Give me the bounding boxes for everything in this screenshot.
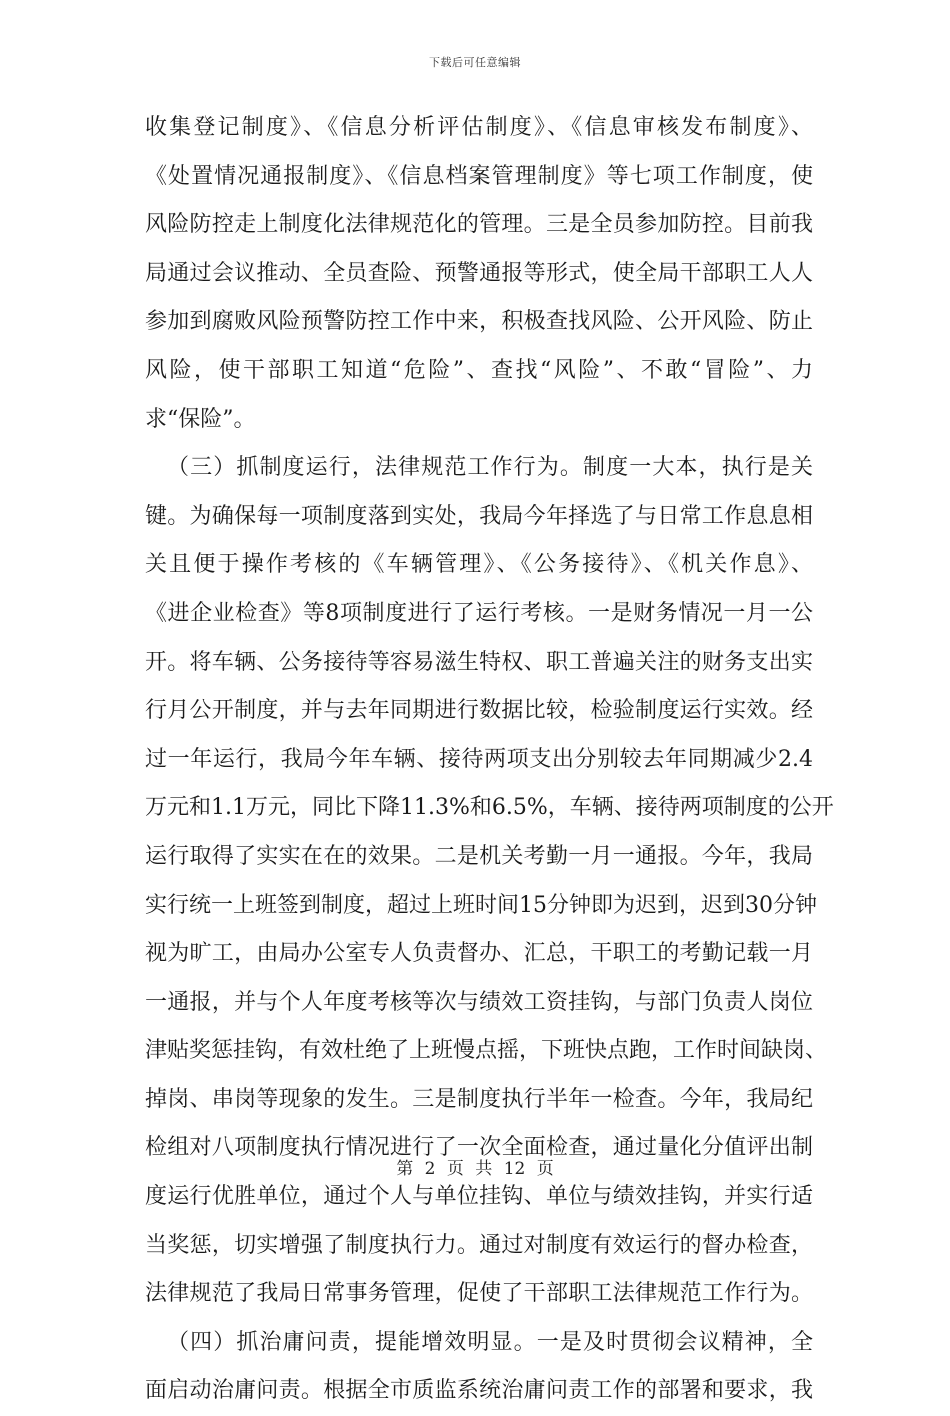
page-number-footer: 第 2 页 共 12 页 [396, 1159, 554, 1179]
text-line: 键。为确保每一项制度落到实处，我局今年择选了与日常工作息息相 [145, 503, 813, 529]
text-line: 实行统一上班签到制度，超过上班时间15分钟即为迟到，迟到30分钟 [145, 892, 817, 918]
text-line: 行月公开制度，并与去年同期进行数据比较，检验制度运行实效。经 [145, 698, 813, 724]
text-line: 法律规范了我局日常事务管理，促使了干部职工法律规范工作行为。 [145, 1281, 813, 1307]
text-line: 万元和1.1万元，同比下降11.3%和6.5%，车辆、接待两项制度的公开 [145, 795, 834, 821]
text-line: 一通报，并与个人年度考核等次与绩效工资挂钩，与部门负责人岗位 [145, 989, 813, 1015]
text-line: 过一年运行，我局今年车辆、接待两项支出分别较去年同期减少2.4 [145, 746, 813, 772]
text-line: 《进企业检查》等8项制度进行了运行考核。一是财务情况一月一公 [145, 600, 813, 626]
text-line: 面启动治庸问责。根据全市质监系统治庸问责工作的部署和要求，我 [145, 1378, 813, 1404]
section-heading-line: （四）抓治庸问责，提能增效明显。一是及时贯彻会议精神，全 [167, 1329, 813, 1355]
text-line: 当奖惩，切实增强了制度执行力。通过对制度有效运行的督办检查， [145, 1232, 813, 1258]
text-line: 风险，使干部职工知道“危险”、查找“风险”、不敢“冒险”、力 [145, 357, 813, 383]
text-line: 视为旷工，由局办公室专人负责督办、汇总，干职工的考勤记载一月 [145, 941, 813, 967]
document-body [145, 104, 834, 1416]
text-line: 检组对八项制度执行情况进行了一次全面检查，通过量化分值评出制 [145, 1135, 813, 1161]
text-line: 《处置情况通报制度》、《信息档案管理制度》等七项工作制度，使 [145, 163, 813, 189]
text-line: 收集登记制度》、《信息分析评估制度》、《信息审核发布制度》、 [145, 115, 813, 140]
page-header-note: 下载后可任意编辑 [429, 56, 521, 69]
section-heading-line: （三）抓制度运行，法律规范工作行为。制度一大本，执行是关 [167, 455, 813, 481]
text-line: 开。将车辆、公务接待等容易滋生特权、职工普遍关注的财务支出实 [145, 649, 813, 675]
text-line: 风险防控走上制度化法律规范化的管理。三是全员参加防控。目前我 [145, 212, 813, 238]
text-line: 掉岗、串岗等现象的发生。三是制度执行半年一检查。今年，我局纪 [145, 1086, 813, 1112]
text-line: 参加到腐败风险预警防控工作中来，积极查找风险、公开风险、防止 [145, 309, 813, 335]
text-line: 运行取得了实实在在的效果。二是机关考勤一月一通报。今年，我局 [145, 843, 813, 869]
text-line: 度运行优胜单位，通过个人与单位挂钩、单位与绩效挂钩，并实行适 [145, 1184, 813, 1210]
text-line: 津贴奖惩挂钩，有效杜绝了上班慢点摇，下班快点跑，工作时间缺岗、 [145, 1038, 828, 1064]
text-line: 求“保险”。 [145, 406, 256, 432]
text-line: 关且便于操作考核的《车辆管理》、《公务接待》、《机关作息》、 [145, 552, 813, 578]
text-line: 局通过会议推动、全员查险、预警通报等形式，使全局干部职工人人 [145, 260, 813, 286]
